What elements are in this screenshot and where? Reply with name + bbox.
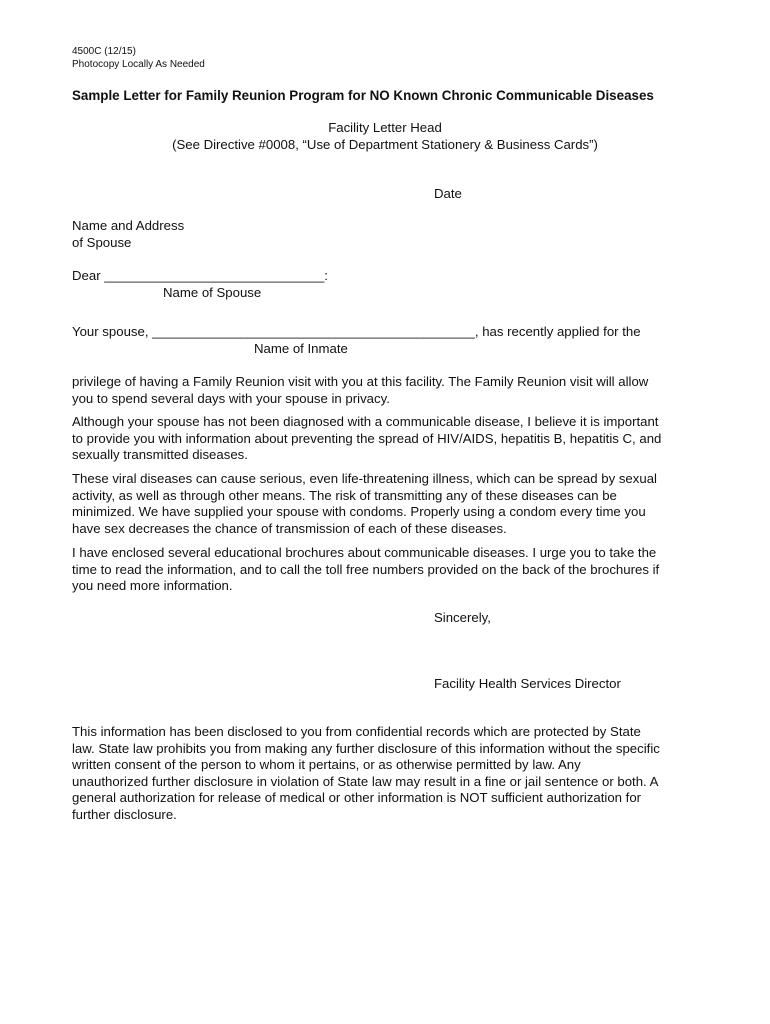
paragraph-line: you need more information. [72,578,233,594]
disclaimer-line: written consent of the person to whom it pertains, or as otherwise permitted by law. Any [72,757,581,773]
paragraph-line: Although your spouse has not been diagnosed with a communicable disease, I believe it is important [72,414,659,429]
letterhead-line-1: Facility Letter Head [328,120,442,135]
copy-note: Photocopy Locally As Needed [72,59,205,70]
address-line-2: of Spouse [72,235,132,250]
paragraph-line: minimized. We have supplied your spouse with condoms. Properly using a condom every time you [72,504,646,520]
paragraph-line: activity, as well as through other means. The risk of transmitting any of these diseases can be [72,487,617,503]
disclaimer-line: This information has been disclosed to you from confidential records which are protected by State [72,724,641,739]
paragraph-line: to provide you with information about preventing the spread of HIV/AIDS, hepatitis B, hepatitis C, and [72,430,662,446]
paragraph-3 [72,471,702,537]
letterhead-line-2: (See Directive #0008, “Use of Department Stationery & Business Cards”) [172,137,598,152]
intro-caption: Name of Inmate [254,341,348,356]
address-line-1: Name and Address [72,218,185,233]
paragraph-1 [72,374,702,407]
disclaimer-line: general authorization for release of medical or other information is NOT sufficient authorization for [72,790,642,806]
intro-line: Your spouse, ____________________________________________, has recently applied for the [72,324,641,339]
salutation-line: Dear ______________________________: [72,268,328,283]
paragraph-line: you to spend several days with your spouse in privacy. [72,390,390,406]
salutation-caption: Name of Spouse [163,285,262,300]
disclaimer-line: unauthorized further disclosure in violation of State law may result in a fine or jail sentence or both. A [72,773,659,789]
form-number: 4500C (12/15) [72,46,136,57]
paragraph-line: have sex decreases the chance of transmission of each of these diseases. [72,520,507,536]
paragraph-line: I have enclosed several educational brochures about communicable diseases. I urge you to take the [72,545,657,560]
paragraph-4 [72,545,702,595]
date-label: Date [434,186,462,201]
document-title: Sample Letter for Family Reunion Program for NO Known Chronic Communicable Diseases [72,88,654,103]
disclaimer-line: law. State law prohibits you from making any further disclosure of this information without the specific [72,740,660,756]
paragraph-line: time to read the information, and to call the toll free numbers provided on the back of the brochures if [72,561,660,577]
paragraph-line: sexually transmitted diseases. [72,447,248,463]
disclaimer-line: further disclosure. [72,806,177,822]
confidentiality-disclaimer [72,724,702,824]
signature-title: Facility Health Services Director [434,676,621,691]
paragraph-line: These viral diseases can cause serious, even life-threatening illness, which can be spread by sexual [72,471,657,486]
paragraph-line: privilege of having a Family Reunion visit with you at this facility. The Family Reunion visit will allow [72,374,649,389]
closing: Sincerely, [434,610,491,625]
paragraph-2 [72,414,702,464]
